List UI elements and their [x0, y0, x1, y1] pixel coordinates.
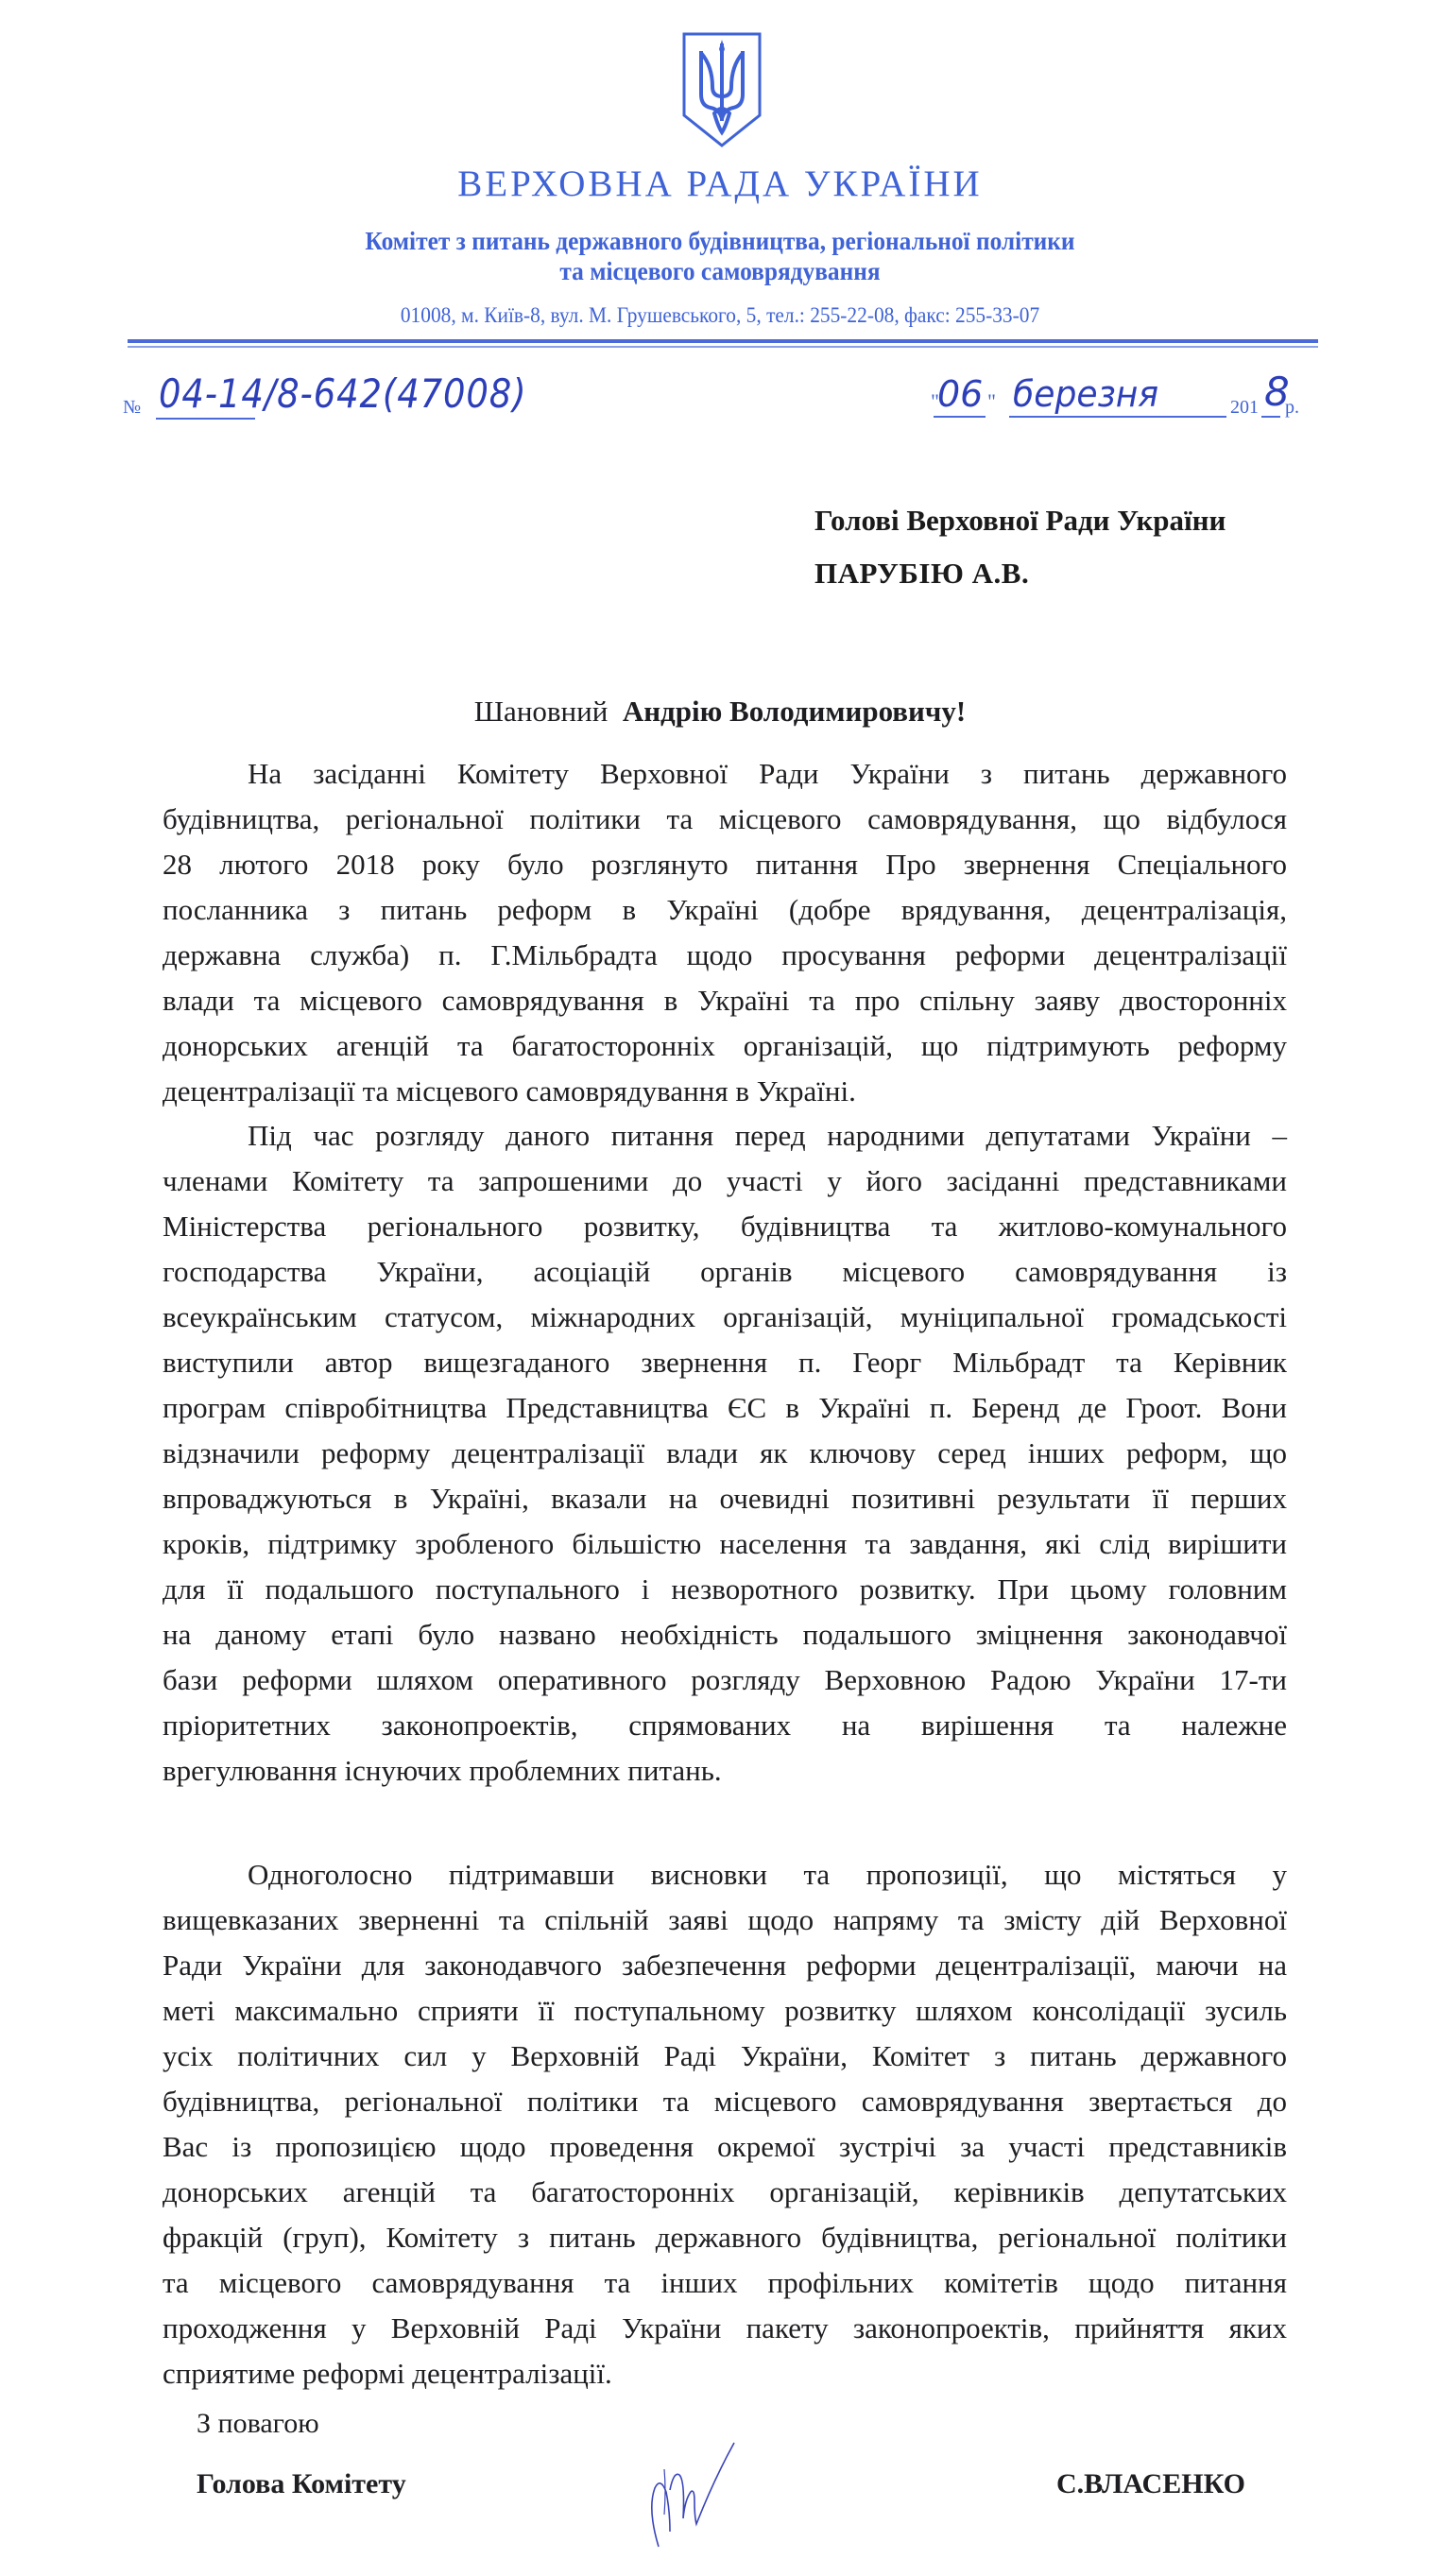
date-quote-close: ": [987, 389, 996, 413]
body-line: членами Комітету та запрошеними до участі у його засіданні представниками: [163, 1164, 1287, 1197]
body-line: для її подальшого поступального і незворотного розвитку. При цьому головним: [163, 1572, 1287, 1606]
salutation-prefix: Шановний: [473, 695, 609, 728]
body-line: врегулювання існуючих проблемних питань.: [163, 1754, 722, 1787]
closing-regards: З повагою: [197, 2408, 319, 2439]
body-line: фракцій (груп), Комітету з питань державного будівництва, регіональної політики: [163, 2221, 1287, 2254]
body-line: будівництва, регіональної політики та місцевого самоврядування звертається до: [163, 2085, 1287, 2118]
body-line: всеукраїнським статусом, міжнародних організацій, муніципальної громадськості: [163, 1300, 1287, 1333]
body-line: Одноголосно підтримавши висновки та пропозиції, що містяться у: [248, 1858, 1287, 1891]
registration-number-underline: [156, 418, 255, 420]
date-year-prefix: 201: [1230, 397, 1259, 418]
body-line: будівництва, регіональної політики та місцевого самоврядування, що відбулося: [163, 802, 1287, 835]
body-line: посланника з питань реформ в Україні (добре врядування, децентралізація,: [163, 893, 1287, 926]
body-line: проходження у Верховній Раді України пакету законопроектів, прийняття яких: [163, 2311, 1287, 2344]
salutation: [0, 695, 1440, 729]
body-line: На засіданні Комітету Верховної Ради України з питань державного: [248, 757, 1287, 790]
letterhead-rule-thin: [128, 346, 1318, 348]
body-line: влади та місцевого самоврядування в Україні та про спільну заяву двосторонніх: [163, 984, 1287, 1017]
salutation-name: Андрію Володимировичу!: [622, 695, 967, 728]
body-line: Вас із пропозицією щодо проведення окремої зустрічі за участі представників: [163, 2130, 1287, 2163]
body-line: меті максимально сприяти її поступальному розвитку шляхом консолідації зусиль: [163, 1994, 1287, 2027]
body-line: державна служба) п. Г.Мільбрадта щодо просування реформи децентралізації: [163, 938, 1287, 971]
date-month: березня: [1013, 373, 1159, 415]
date-year-unit: р.: [1285, 397, 1299, 418]
body-line: впроваджуються в Україні, вказали на очевидні позитивні результати її перших: [163, 1482, 1287, 1515]
handwritten-signature-icon: [628, 2433, 751, 2566]
body-line: програм співробітництва Представництва ЄС в Україні п. Беренд де Гроот. Вони: [163, 1391, 1287, 1424]
body-line: Під час розгляду даного питання перед народними депутатами України –: [248, 1119, 1287, 1152]
date-quote-open: ": [931, 389, 939, 413]
addressee-title: Голові Верховної Ради України: [814, 504, 1226, 537]
body-line: пріоритетних законопроектів, спрямованих на вирішення та належне: [163, 1709, 1287, 1742]
body-line: сприятиме реформі децентралізації.: [163, 2357, 612, 2390]
committee-name-line2: та місцевого самоврядування: [559, 257, 881, 285]
date-day-underline: [934, 416, 986, 418]
letterhead-rule-thick: [128, 339, 1318, 343]
body-line: донорських агенцій та багатосторонніх організацій, що підтримують реформу: [163, 1029, 1287, 1062]
body-line: вищевказаних зверненні та спільній заяві щодо напряму та змісту дій Верховної: [163, 1903, 1287, 1936]
date-day: 06: [937, 373, 984, 415]
committee-name-line1: Комітет з питань державного будівництва, регіональної політики: [365, 227, 1075, 255]
body-line: відзначили реформу децентралізації влади як ключову серед інших реформ, що: [163, 1436, 1287, 1469]
trident-emblem-icon: [678, 28, 765, 151]
body-line: 28 лютого 2018 року було розглянуто питання Про звернення Спеціального: [163, 848, 1287, 881]
body-line: та місцевого самоврядування та інших профільних комітетів щодо питання: [163, 2266, 1287, 2299]
signer-position: Голова Комітету: [197, 2468, 406, 2499]
body-line: донорських агенцій та багатосторонніх організацій, керівників депутатських: [163, 2175, 1287, 2208]
body-line: кроків, підтримку зробленого більшістю населення та завдання, які слід вирішити: [163, 1527, 1287, 1560]
letterhead-title: ВЕРХОВНА РАДА УКРАЇНИ: [457, 163, 983, 204]
body-line: децентралізації та місцевого самоврядування в Україні.: [163, 1074, 856, 1108]
body-line: бази реформи шляхом оперативного розгляду Верховною Радою України 17-ти: [163, 1663, 1287, 1696]
body-line: виступили автор вищезгаданого звернення п. Георг Мільбрадт та Керівник: [163, 1346, 1287, 1379]
addressee-name: ПАРУБІЮ А.В.: [814, 557, 1030, 590]
body-line: Ради України для законодавчого забезпечення реформи децентралізації, маючи на: [163, 1949, 1287, 1982]
date-month-underline: [1009, 416, 1226, 418]
body-line: Міністерства регіонального розвитку, будівництва та житлово-комунального: [163, 1210, 1287, 1243]
body-line: господарства України, асоціацій органів місцевого самоврядування із: [163, 1255, 1287, 1288]
signer-name: С.ВЛАСЕНКО: [1056, 2468, 1245, 2499]
date-year-underline: [1261, 416, 1280, 418]
registration-number: 04-14/8-642(47008): [159, 370, 527, 417]
date-year-suffix: 8: [1264, 369, 1290, 415]
registration-number-label: №: [123, 397, 142, 418]
letterhead-address: 01008, м. Київ-8, вул. М. Грушевського, 5, тел.: 255-22-08, факс: 255-33-07: [400, 303, 1040, 327]
body-line: на даному етапі було названо необхідність подальшого зміцнення законодавчої: [163, 1618, 1287, 1651]
body-line: усіх політичних сил у Верховній Раді України, Комітет з питань державного: [163, 2039, 1287, 2072]
